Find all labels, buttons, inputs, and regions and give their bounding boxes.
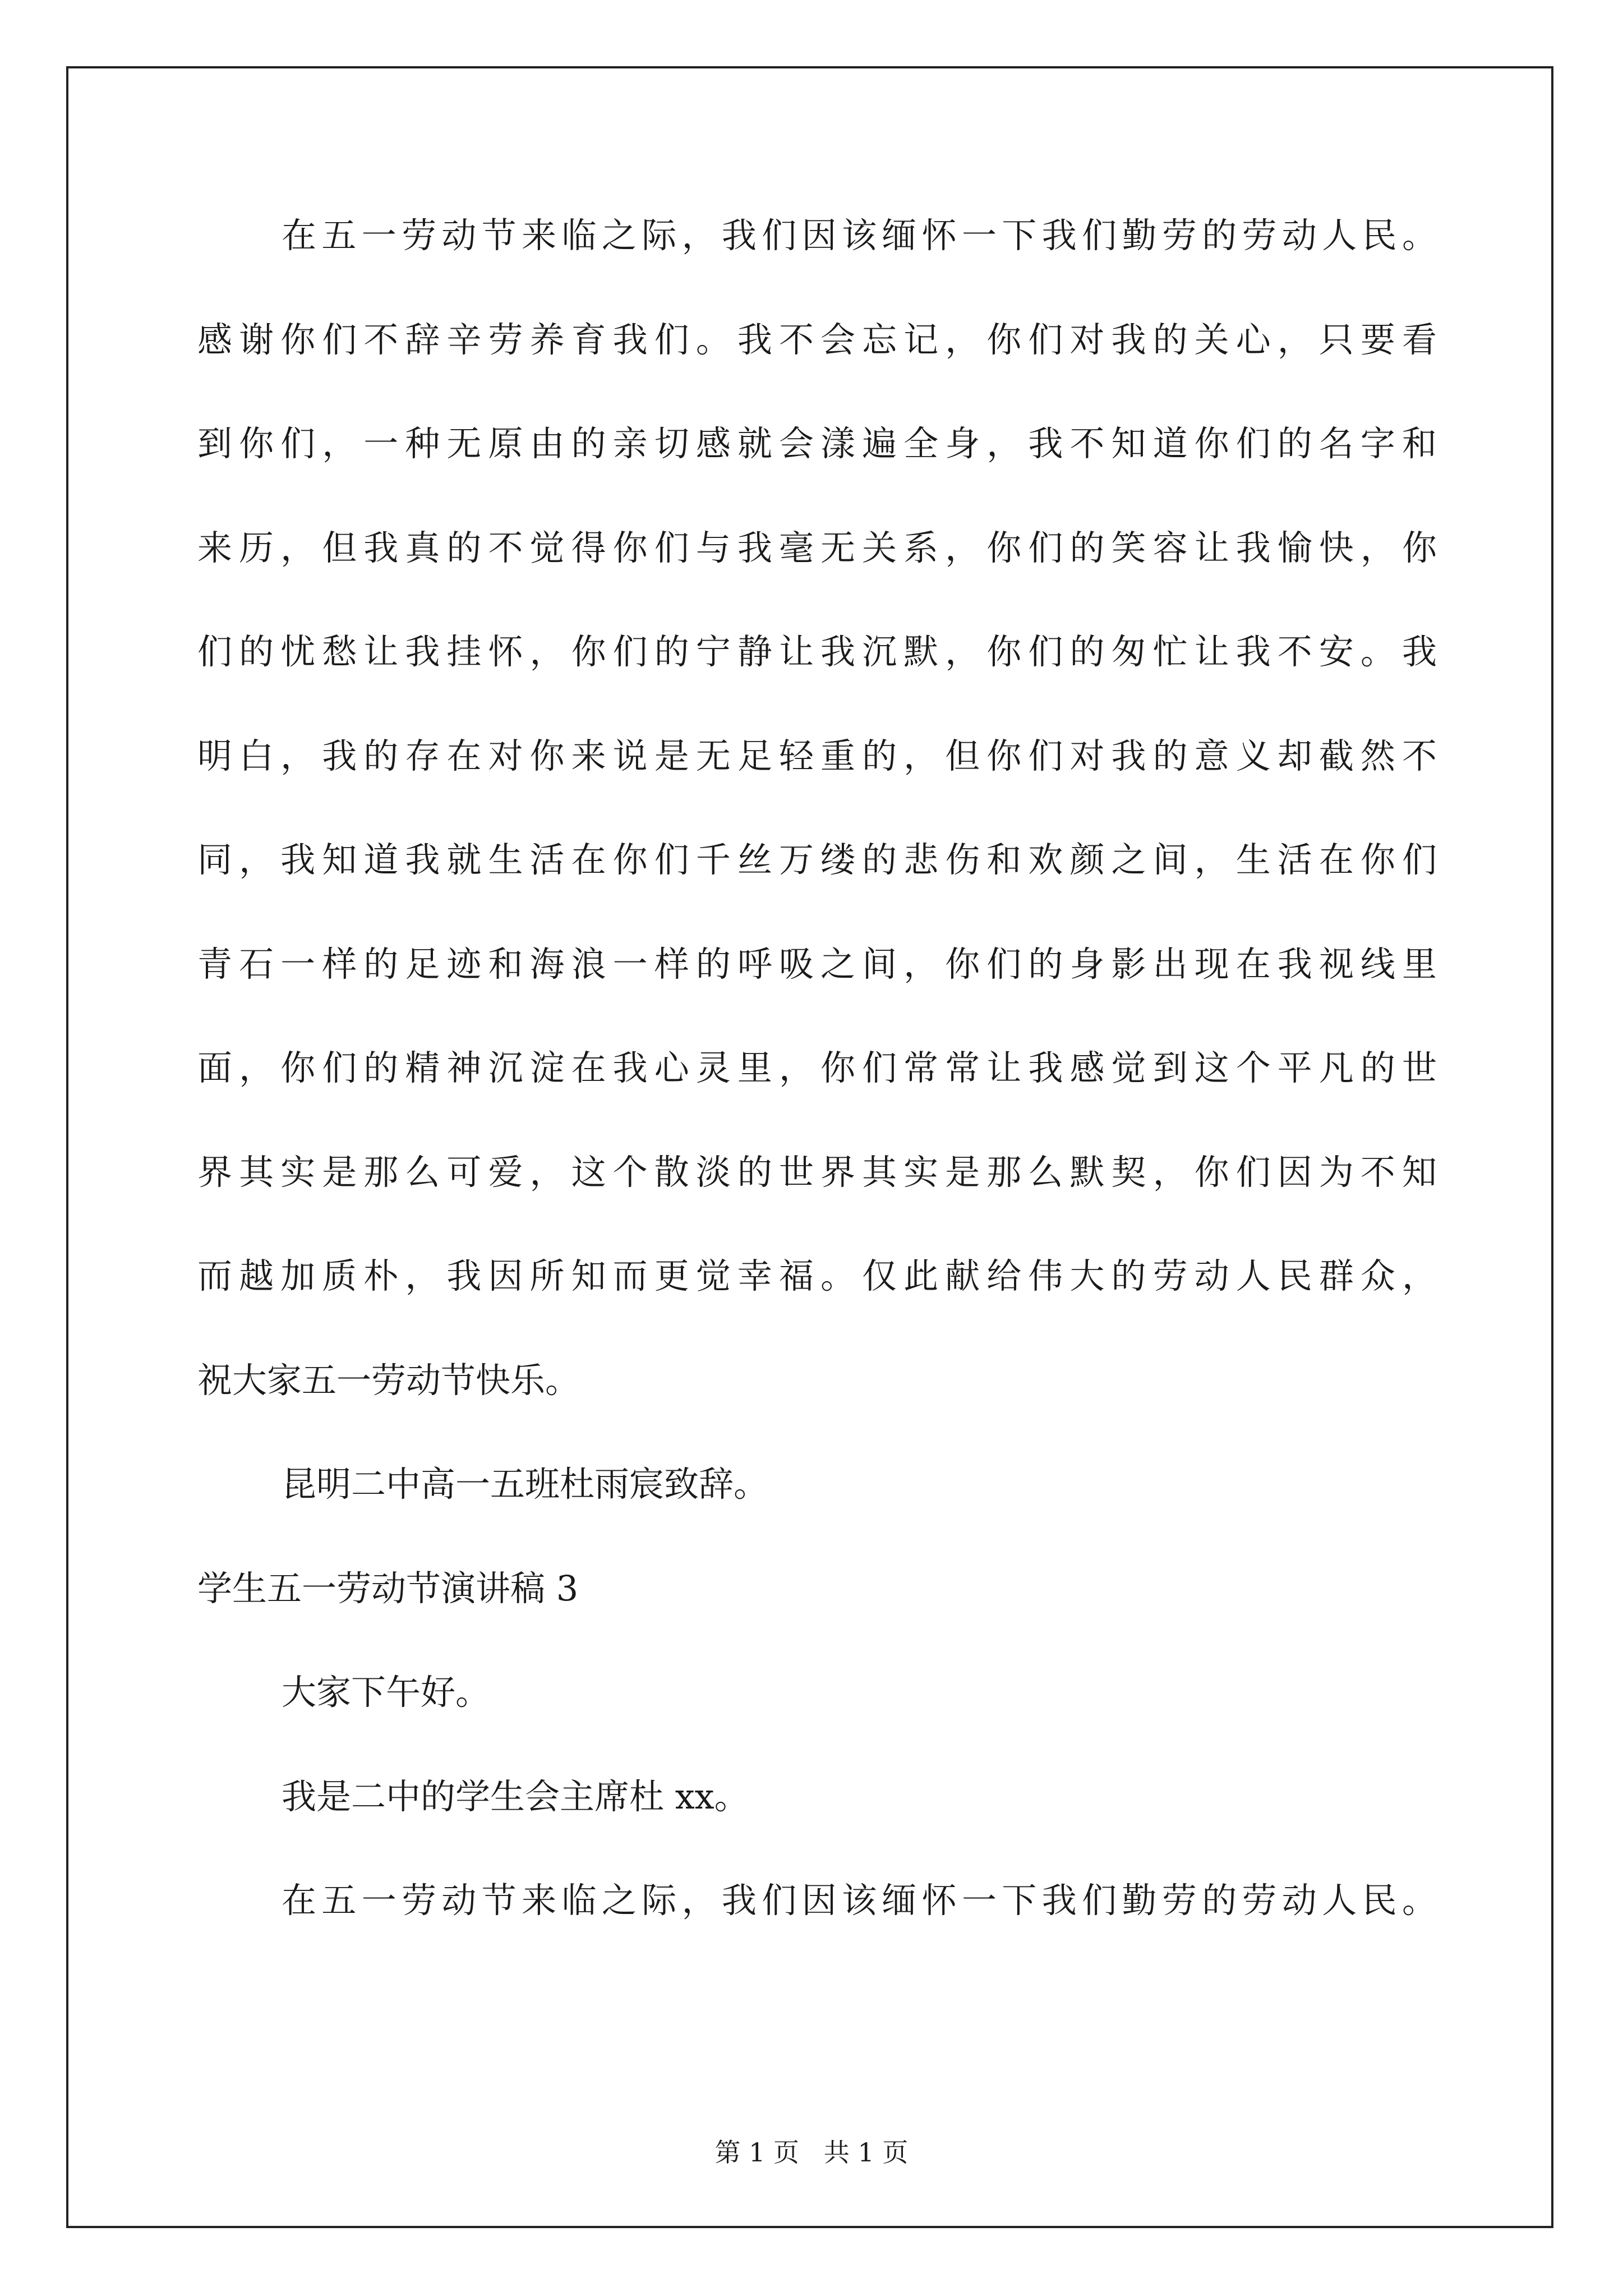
document-body	[197, 215, 1437, 1985]
paragraph-line: 面，你们的精神沉淀在我心灵里，你们常常让我感觉到这个平凡的世	[197, 1048, 1437, 1088]
paragraph-line: 在五一劳动节来临之际，我们因该缅怀一下我们勤劳的劳动人民。	[282, 1880, 1437, 1921]
paragraph-line: 而越加质朴，我因所知而更觉幸福。仅此献给伟大的劳动人民群众，	[197, 1256, 1437, 1296]
signature-line: 昆明二中高一五班杜雨宸致辞。	[282, 1464, 769, 1504]
paragraph-line: 明白，我的存在对你来说是无足轻重的，但你们对我的意义却截然不	[197, 735, 1437, 776]
paragraph-line: 们的忧愁让我挂怀，你们的宁静让我沉默，你们的匆忙让我不安。我	[197, 632, 1437, 672]
section-title: 学生五一劳动节演讲稿 3	[197, 1568, 579, 1609]
paragraph-line: 感谢你们不辞辛劳养育我们。我不会忘记，你们对我的关心，只要看	[197, 319, 1437, 360]
paragraph-line: 同，我知道我就生活在你们千丝万缕的悲伤和欢颜之间，生活在你们	[197, 840, 1437, 880]
paragraph-line: 到你们，一种无原由的亲切感就会漾遍全身，我不知道你们的名字和	[197, 424, 1437, 464]
paragraph-line: 祝大家五一劳动节快乐。	[197, 1360, 580, 1401]
paragraph-line: 来历，但我真的不觉得你们与我毫无关系，你们的笑容让我愉快，你	[197, 527, 1437, 568]
paragraph-line: 界其实是那么可爱，这个散淡的世界其实是那么默契，你们因为不知	[197, 1152, 1437, 1193]
paragraph-line: 青石一样的足迹和海浪一样的呼吸之间，你们的身影出现在我视线里	[197, 944, 1437, 984]
paragraph-line: 在五一劳动节来临之际，我们因该缅怀一下我们勤劳的劳动人民。	[282, 215, 1437, 256]
greeting-line: 大家下午好。	[282, 1672, 491, 1713]
page-number-footer: 第 1 页 共 1 页	[714, 2137, 909, 2168]
intro-line: 我是二中的学生会主席杜 xx。	[282, 1776, 749, 1817]
